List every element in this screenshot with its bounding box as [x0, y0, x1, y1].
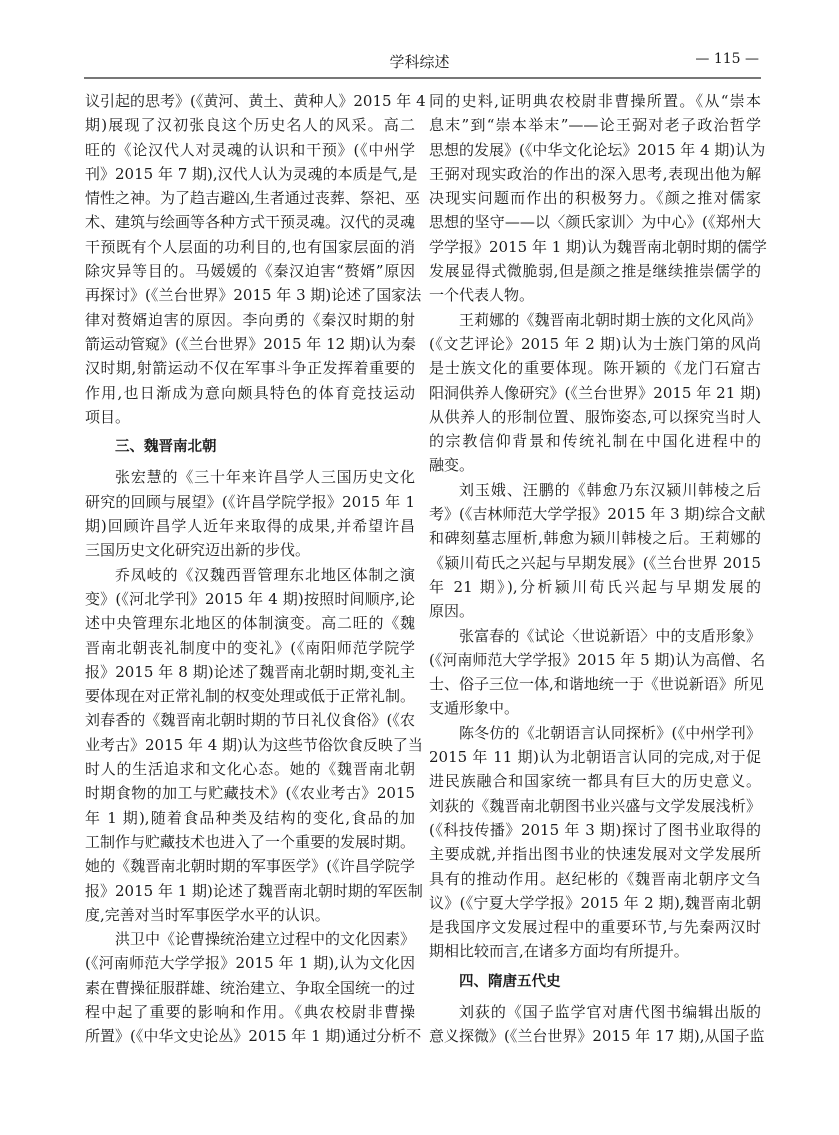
- paragraph: [429, 89, 767, 308]
- text-line: 是我国序文发展过程中的重要环节,与先秦两汉时: [429, 918, 761, 937]
- right-column: [429, 89, 767, 1049]
- text-line: 项目。: [85, 407, 131, 426]
- text-line: 再探讨》(《兰台世界》2015 年 3 期)论述了国家法: [85, 286, 422, 305]
- text-line: 议引起的思考》(《黄河、黄土、黄种人》2015 年 4: [85, 92, 426, 110]
- paragraph: [85, 563, 423, 927]
- text-line: 和碑刻墓志厘析,韩愈为颍川韩棱之后。王莉娜的: [429, 529, 761, 548]
- text-line: 工制作与贮藏技术也进入了一个重要的发展时期。: [85, 832, 416, 851]
- text-line: 刘玉娥、汪鹏的《韩愈乃东汉颍川韩棱之后: [459, 480, 761, 499]
- text-line: 思想的坚守——以〈颜氏家训〉为中心》(《郑州大: [429, 213, 761, 232]
- paragraph: [429, 624, 766, 721]
- text-line: 三国历史文化研究迈出新的步伐。: [85, 541, 311, 560]
- text-line: (《河南师范大学学报》2015 年 5 期)认为高僧、名: [429, 650, 766, 669]
- text-line: 是士族文化的重要体现。陈开颖的《龙门石窟古: [429, 359, 761, 378]
- text-line: 王莉娜的《魏晋南北朝时期士族的文化风尚》: [459, 310, 761, 329]
- text-line: 2015 年 11 期)认为北朝语言认同的完成,对于促: [429, 748, 761, 767]
- text-line: 的宗教信仰背景和传统礼制在中国化进程中的: [429, 432, 761, 451]
- text-line: 支遁形象中。: [429, 699, 520, 718]
- text-line: 干预既有个人层面的功利目的,也有国家层面的消: [85, 237, 415, 256]
- text-line: 变》(《河北学刊》2015 年 4 期)按照时间顺序,论: [85, 589, 415, 608]
- running-header-title: 学科综述: [389, 53, 450, 71]
- text-line: 具有的推动作用。赵纪彬的《魏晋南北朝序文刍: [429, 869, 761, 888]
- text-line: 除灾异等目的。马媛媛的《秦汉迫害“赘婿”原因: [85, 262, 415, 281]
- paragraph: [85, 465, 415, 562]
- text-line: 从供养人的形制位置、服饰姿态,可以探究当时人: [429, 407, 761, 426]
- text-line: 期相比较而言,在诸多方面均有所提升。: [429, 942, 689, 961]
- text-line: 主要成就,并指出图书业的快速发展对文学发展所: [429, 845, 761, 864]
- text-line: 融变。: [429, 456, 475, 475]
- text-line: 年 1 期),随着食品种类及结构的变化,食品的加: [85, 808, 415, 827]
- paragraph: [85, 927, 422, 1048]
- text-line: 学学报》2015 年 1 期)认为魏晋南北朝时期的儒学: [429, 237, 767, 256]
- text-line: 报》2015 年 8 期)论述了魏晋南北朝时期,变礼主: [85, 662, 415, 681]
- text-line: 息末”到“崇本举末”——论王弼对老子政治哲学: [429, 116, 761, 135]
- text-line: 度,完善对当时军事医学水平的认识。: [85, 905, 330, 924]
- text-line: 旺的《论汉代人对灵魂的认识和干预》(《中州学: [85, 140, 415, 159]
- text-line: 王弼对现实政治的作出的深入思考,表现出他为解: [429, 164, 761, 183]
- text-line: 阳洞供养人像研究》(《兰台世界》2015 年 21 期): [429, 383, 761, 402]
- text-line: 发展显得式微脆弱,但是颜之推是继续推崇儒学的: [429, 262, 761, 281]
- left-column: [85, 89, 426, 1049]
- text-line: 《颍川荀氏之兴起与早期发展》(《兰台世界 2015: [429, 553, 761, 572]
- text-line: 她的《魏晋南北朝时期的军事医学》(《许昌学院学: [85, 857, 415, 876]
- text-line: 情性之神。为了趋吉避凶,生者通过丧葬、祭祀、巫: [85, 189, 420, 208]
- text-line: 刘春香的《魏晋南北朝时期的节日礼仪食俗》(《农: [85, 711, 415, 730]
- text-line: 时期食物的加工与贮藏技术》(《农业考古》2015: [85, 784, 415, 803]
- text-line: 年 21 期》),分析颍川荀氏兴起与早期发展的: [429, 577, 761, 596]
- text-line: 思想的发展》(《中华文化论坛》2015 年 4 期)认为: [429, 140, 766, 159]
- text-line: 张宏慧的《三十年来许昌学人三国历史文化: [115, 468, 415, 487]
- text-line: 刘荻的《国子监学官对唐代图书编辑出版的: [459, 1002, 761, 1021]
- text-line: 研究的回顾与展望》(《许昌学院学报》2015 年 1: [85, 492, 415, 511]
- header-rule: [84, 77, 761, 79]
- text-line: (《河南师范大学学报》2015 年 1 期),认为文化因: [85, 954, 415, 973]
- text-line: 陈冬仿的《北朝语言认同探析》(《中州学刊》: [459, 723, 761, 742]
- text-line: 原因。: [429, 602, 475, 621]
- section-heading: 三、魏晋南北朝: [115, 439, 217, 456]
- text-line: 要体现在对正常礼制的权变处理或低于正常礼制。: [85, 687, 416, 706]
- text-line: 律对赘婿迫害的原因。李向勇的《秦汉时期的射: [85, 310, 415, 329]
- text-line: (《科技传播》2015 年 3 期)探讨了图书业取得的: [429, 820, 761, 839]
- text-line: 程中起了重要的影响和作用。《典农校尉非曹操: [85, 1002, 415, 1021]
- text-line: 晋南北朝丧礼制度中的变礼》(《南阳师范学院学: [85, 638, 415, 657]
- text-line: 业考古》2015 年 4 期)认为这些节俗饮食反映了当: [85, 735, 423, 754]
- text-line: 素在曹操征服群雄、统治建立、争取全国统一的过: [85, 978, 416, 997]
- text-line: 同的史料,证明典农校尉非曹操所置。《从“崇本: [429, 92, 761, 110]
- paragraph: [429, 478, 766, 624]
- text-line: 刊》2015 年 7 期),汉代人认为灵魂的本质是气,是: [85, 164, 418, 183]
- text-line: 议》(《宁夏大学学报》2015 年 2 期),魏晋南北朝: [429, 893, 761, 912]
- text-line: 所置》(《中华文史论丛》2015 年 1 期)通过分析不: [85, 1027, 422, 1046]
- text-line: 时人的生活追求和文化心态。她的《魏晋南北朝: [85, 760, 415, 779]
- text-line: (《文艺评论》2015 年 2 期)认为士族门第的风尚: [429, 334, 761, 353]
- paragraph: [429, 721, 761, 964]
- text-line: 箭运动管窥》(《兰台世界》2015 年 12 期)认为秦: [85, 334, 416, 353]
- text-line: 刘荻的《魏晋南北朝图书业兴盛与文学发展浅析》: [429, 796, 761, 815]
- section-heading: 四、隋唐五代史: [459, 973, 561, 990]
- text-line: 报》2015 年 1 期)论述了魏晋南北朝时期的军医制: [85, 881, 423, 900]
- paragraph: [429, 308, 761, 478]
- text-line: 乔凤岐的《汉魏西晋管理东北地区体制之演: [115, 565, 415, 584]
- paragraph: [85, 89, 426, 429]
- text-line: 意义探微》(《兰台世界》2015 年 17 期),从国子监: [429, 1027, 765, 1046]
- paragraph: [429, 1000, 765, 1049]
- text-line: 洪卫中《论曹操统治建立过程中的文化因素》: [115, 930, 416, 949]
- text-line: 汉时期,射箭运动不仅在军事斗争正发挥着重要的: [85, 359, 415, 378]
- text-line: 士、俗子三位一体,和谐地统一于《世说新语》所见: [429, 675, 764, 694]
- text-line: 作用,也日渐成为意向颇具特色的体育竞技运动: [85, 383, 415, 402]
- page-number: — 115 —: [695, 51, 759, 67]
- text-line: 期)回顾许昌学人近年来取得的成果,并希望许昌: [85, 517, 415, 536]
- text-line: 张富春的《试论〈世说新语〉中的支盾形象》: [459, 626, 761, 645]
- text-line: 考》(《吉林师范大学学报》2015 年 3 期)综合文献: [429, 505, 766, 524]
- text-line: 术、建筑与绘画等各种方式干预灵魂。汉代的灵魂: [85, 213, 416, 232]
- text-line: 期)展现了汉初张良这个历史名人的风采。高二: [85, 116, 415, 135]
- text-line: 一个代表人物。: [429, 286, 535, 305]
- text-line: 述中央管理东北地区的体制演变。高二旺的《魏: [85, 614, 415, 633]
- text-line: 进民族融合和国家统一都具有巨大的历史意义。: [429, 772, 761, 791]
- text-line: 决现实问题而作出的积极努力。《颜之推对儒家: [429, 189, 761, 208]
